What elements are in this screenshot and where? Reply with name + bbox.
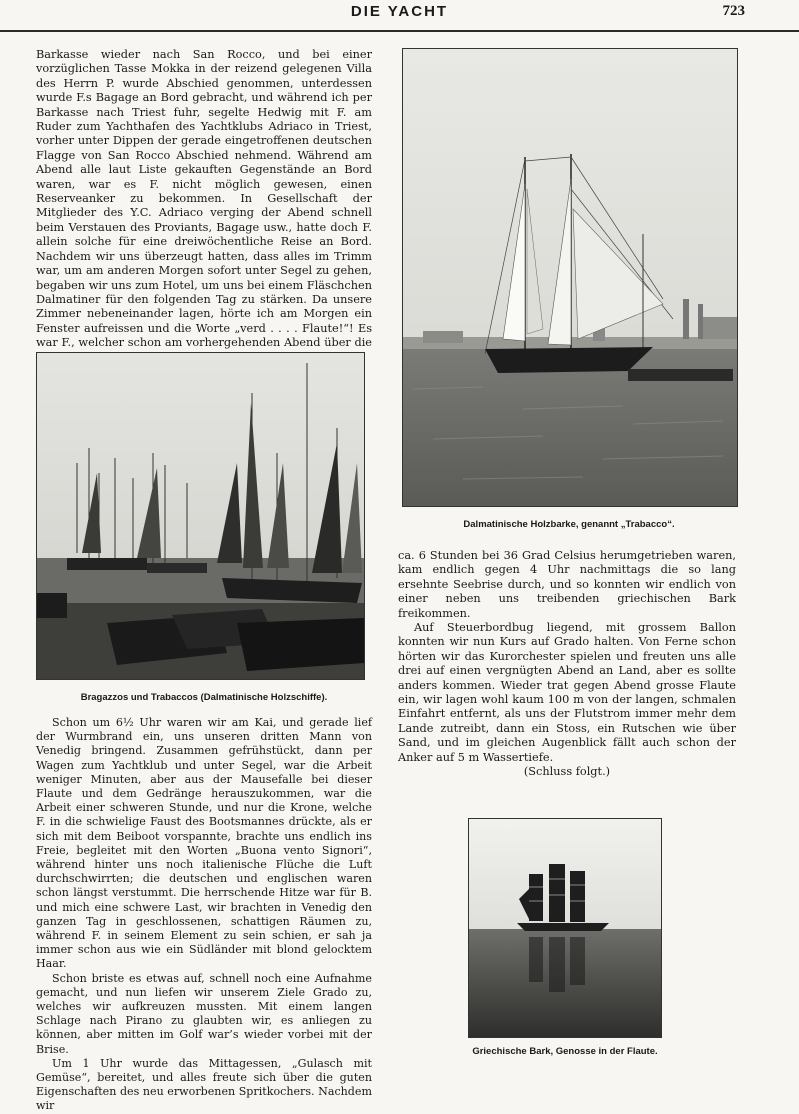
trabacco-ship-photo [402,48,738,507]
right-column-text [398,549,736,780]
closing-note: (Schluss folgt.) [523,765,611,779]
paragraph: Barkasse wieder nach San Rocco, und bei einer vorzüglichen Tasse Mokka in der reizend gelegenen Villa des Herrn P. wurde Abschied genommen, unterdessen wurde F.s Bagage an Bord gebracht, und während ich per Barkasse nach Triest fuhr, segelte Hedwig mit F. am Ruder zum Yachthafen des Yachtklubs Adriaco in Triest, vorher unter Dippen der gerade eingetroffenen deutschen Flagge von San Rocco Abschied nehmend. Während am Abend alle laut Liste gekauften Gegenstände an Bord waren, war es F. nicht möglich gewesen, einen Reserveanker zu bekommen. In Gesellschaft der Mitglieder des Y.C. Adriaco verging der Abend schnell beim Verstauen des Proviants, Bagage usw., hatte doch F. allein solche für eine dreiwöchentliche Reise an Bord. Nachdem wir uns überzeugt hatten, dass alles im Trimm war, um am anderen Morgen sofort unter Segel zu gehen, begaben wir uns zum Hotel, um uns bei einem Fläschchen Dalmatiner für den folgenden Tag zu stärken. Da unsere Zimmer nebeneinander lagen, hörte ich am Morgen ein Fenster aufreissen und die Worte „verd . . . . Flaute!“! Es war F., welcher schon am vorhergehenden Abend über die [36,48,372,350]
paragraph: Um 1 Uhr wurde das Mittagessen, „Gulasch mit Gemüse“, bereitet, und alles freute sich über die guten Eigenschaften des neu erworbenen Spritkochers. Nachdem wir [36,1056,372,1113]
harbor-sailing-ships-photo [36,352,365,680]
page-number: 723 [722,3,745,19]
bark-photo-caption: Griechische Bark, Genosse in der Flaute. [472,1046,658,1057]
paragraph: Schon um 6½ Uhr waren wir am Kai, und gerade lief der Wurmbrand ein, uns unseren dritten Mann von Venedig bringend. Zusammen gefrühstückt, dann per Wagen zum Yachtklub und unter Segel, war die Arbeit weniger Minuten, aber aus der Mausefalle bei dieser Flaute und dem Gedränge herauszukommen, war die Arbeit einer schweren Stunde, und nur die Krone, welche F. in die schwielige Faust des Bootsmannes drückte, als er sich mit dem Beiboot vorspannte, brachte uns endlich ins Freie, begleitet mit den Worten „Buona vento Signori“, während hinter uns noch italienische Flüche die Luft durchschwirrten; die deutschen und englischen waren schon längst verstummt. Die herrschende Hitze war für B. und mich eine schwere Last, wir brachten in Venedig den ganzen Tag in geschlossenen, schattigen Räumen zu, während F. in seinem Element zu sein schien, er sah ja immer schon aus wie ein Südländer mit blond gelocktem Haar. [36,716,372,971]
left-column-bottom-text [36,716,372,1114]
paragraph: Auf Steuerbordbug liegend, mit grossem Ballon konnten wir nun Kurs auf Grado halten. Von Ferne schon hörten wir das Kurorchester spielen und freuten uns alle drei auf einen vergnügten Abend an Land, aber es sollte anders kommen. Wieder trat gegen Abend grosse Flaute ein, wir lagen wohl kaum 100 m von der langen, schmalen Einfahrt entfernt, als uns der Flutstrom immer mehr dem Lande zutreibt, dann ein Stoss, ein Rutschen wie über Sand, und im gleichen Augenblick fällt auch schon der Anker auf 5 m Wassertiefe. [398,621,736,764]
left-column-top-text [36,48,372,365]
page-header [0,0,799,32]
paragraph: ca. 6 Stunden bei 36 Grad Celsius herumgetrieben waren, kam endlich gegen 4 Uhr nachmittags die so lang ersehnte Seebrise durch, und so konnten wir endlich von einer neben uns treibenden griechischen Bark freikommen. [398,549,736,620]
harbor-photo-caption: Bragazzos und Trabaccos (Dalmatinische Holzschiffe). [80,692,328,703]
running-title: DIE YACHT [350,3,449,20]
greek-bark-photo [468,818,662,1038]
paragraph: Schon briste es etwas auf, schnell noch eine Aufnahme gemacht, und nun liefen wir unserem Ziele Grado zu, welches wir aufkreuzen mussten. Mit einem langen Schlage nach Pirano zu glaubten wir, es anliegen zu können, aber mitten im Golf war’s wieder vorbei mit der Brise. [36,971,372,1056]
trabacco-photo-caption: Dalmatinische Holzbarke, genannt „Trabacco“. [463,519,675,530]
